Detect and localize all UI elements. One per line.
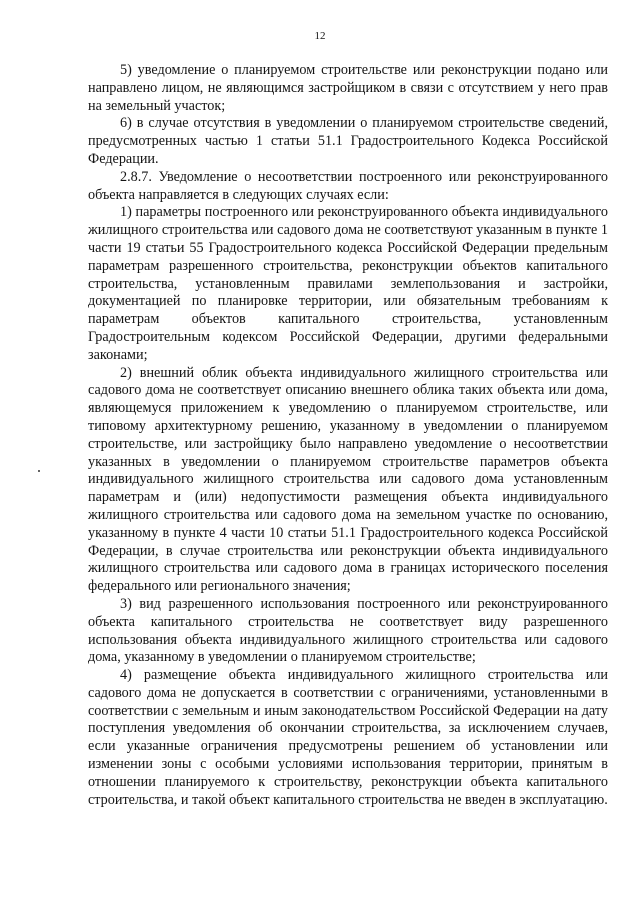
scan-speck xyxy=(38,470,40,472)
paragraph-condition-4: 4) размещение объекта индивидуального жилищного строительства или садового дома не допускается в соответствии с ограничениями, установленными в соответствии с земельным и иным законодательством Российской Федерации на дату поступления уведомления об окончании строительства, за исключением случаев, если указанные ограничения предусмотрены решением об установлении или изменении зоны с особыми условиями использования территории, принятым в отношении планируемого к строительству, реконструкции объекта капитального строительства, и такой объект капитального строительства не введен в эксплуатацию. xyxy=(88,667,608,808)
document-body xyxy=(88,62,608,809)
paragraph-condition-1: 1) параметры построенного или реконструированного объекта индивидуального жилищного строительства или садового дома не соответствуют указанным в пункте 1 части 19 статьи 55 Градостроительного кодекса Российской Федерации предельным параметрам разрешенного строительства, реконструкции объектов капитального строительства, установленным правилами землепользования и застройки, документацией по планировке территории, или обязательным требованиям к параметрам объектов капитального строительства, установленным Градостроительным кодексом Российской Федерации, другими федеральными законами; xyxy=(88,204,608,363)
page-number: 12 xyxy=(314,30,326,42)
paragraph-condition-3: 3) вид разрешенного использования построенного или реконструированного объекта капитального строительства не соответствует виду разрешенного использования объекта индивидуального жилищного строительства или садового дома, указанному в уведомлении о планируемом строительстве; xyxy=(88,595,608,666)
paragraph-item-6: 6) в случае отсутствия в уведомлении о планируемом строительстве сведений, предусмотренных частью 1 статьи 51.1 Градостроительного Кодекса Российской Федерации. xyxy=(88,115,608,167)
paragraph-condition-2: 2) внешний облик объекта индивидуального жилищного строительства или садового дома не соответствует описанию внешнего облика таких объекта или дома, являющемуся приложением к уведомлению о планируемом строительстве, или типовому архитектурному решению, указанному в уведомлении о планируемом строительстве, или застройщику было направлено уведомление о несоответствии указанных в уведомлении о планируемом строительстве параметров объекта индивидуального жилищного строительства или садового дома установленным параметрам и (или) недопустимости размещения объекта индивидуального жилищного строительства или садового дома на земельном участке по основанию, указанному в пункте 4 части 10 статьи 51.1 Градостроительного кодекса Российской Федерации, в случае строительства или реконструкции объекта индивидуального жилищного строительства или садового дома в границах исторического поселения федерального или регионального значения; xyxy=(88,364,608,595)
section-2-8-7-heading: 2.8.7. Уведомление о несоответствии построенного или реконструированного объекта направляется в следующих случаях если: xyxy=(88,168,608,203)
paragraph-item-5: 5) уведомление о планируемом строительстве или реконструкции подано или направлено лицом, не являющимся застройщиком в связи с отсутствием у него прав на земельный участок; xyxy=(88,62,608,114)
